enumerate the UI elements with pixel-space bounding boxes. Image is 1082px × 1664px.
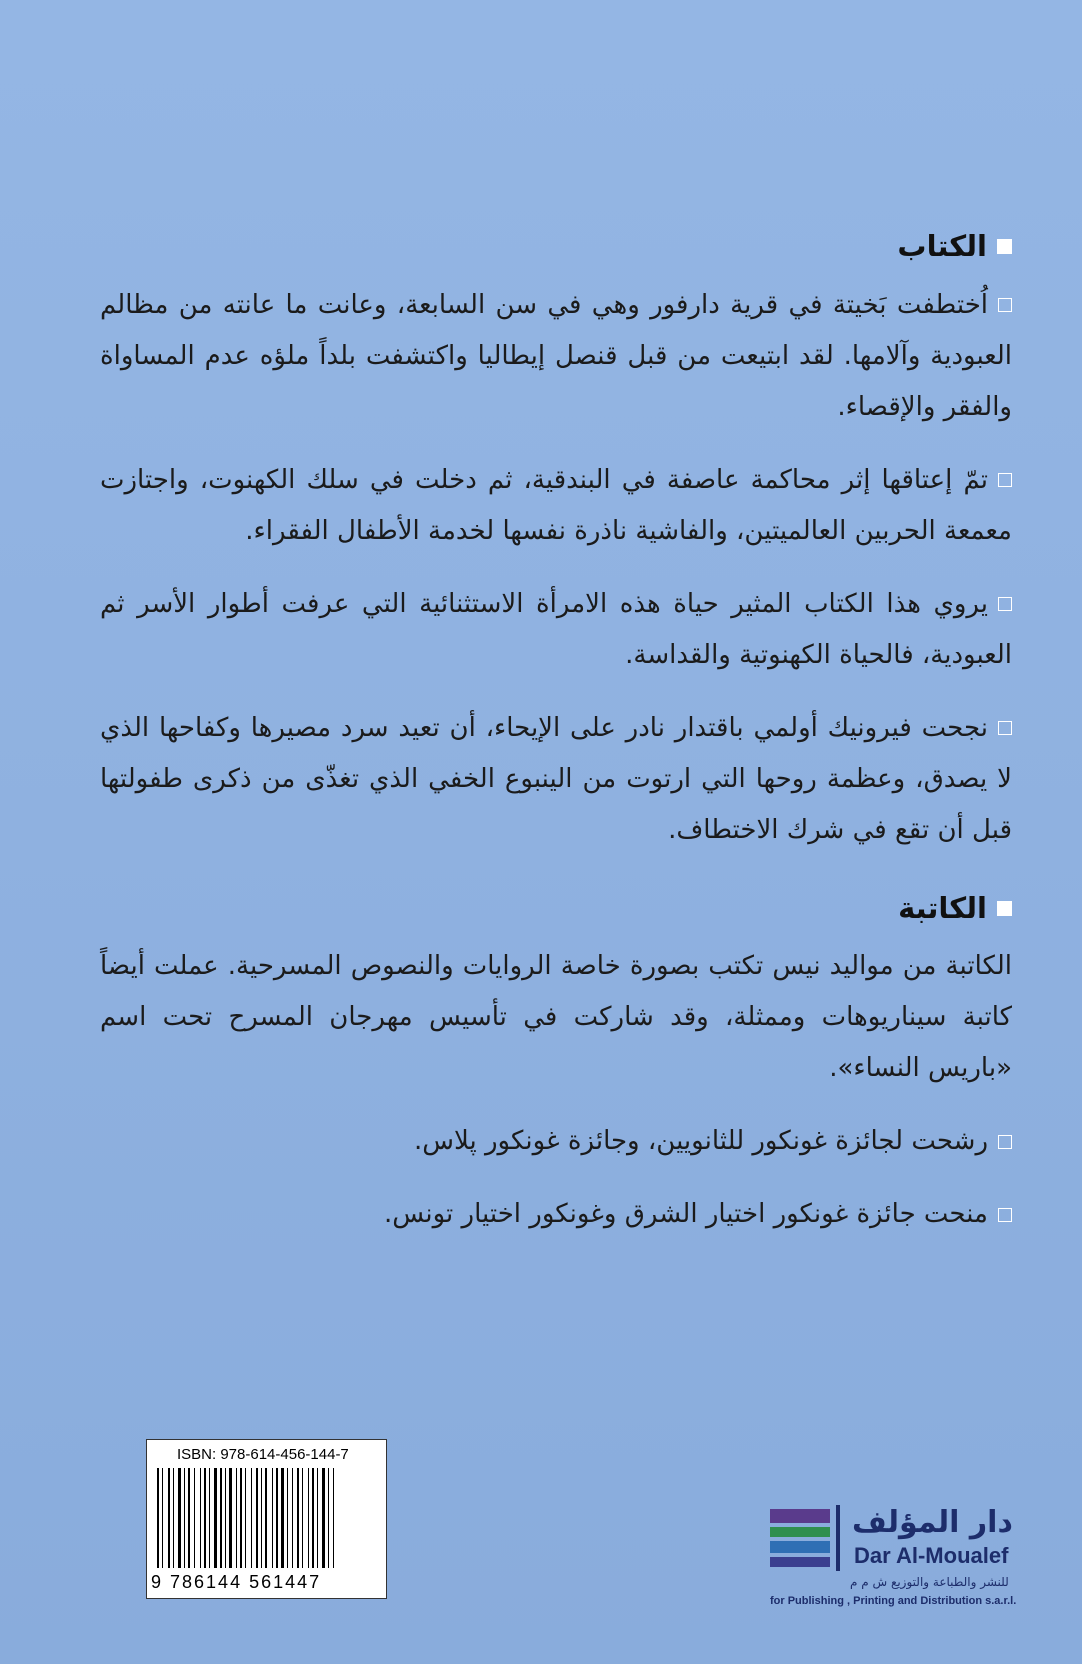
barcode-bar [157,1468,159,1568]
barcode-bar [281,1468,284,1568]
barcode-bar [292,1468,293,1568]
barcode-bar [256,1468,258,1568]
barcode-bar [240,1468,242,1568]
author-heading [100,890,1012,928]
barcode-bar [322,1468,325,1568]
publisher-tagline-ar: للنشر والطباعة والتوزيع ش م م [850,1575,1009,1589]
book-heading-text: الكتاب [897,229,987,263]
publisher-tagline-en: for Publishing , Printing and Distribution s.a.r.l. [770,1595,1017,1607]
barcode-bar [200,1468,201,1568]
barcode-bar [265,1468,267,1568]
barcode-bar [188,1468,190,1568]
author-intro: الكاتبة من مواليد نيس تكتب بصورة خاصة الروايات والنصوص المسرحية. عملت أيضاً كاتبة سيناريوهات وممثلة، وقد شاركت في تأسيس مهرجان المسرح تحت اسم «باريس النساء». [100,951,1012,1084]
barcode-bar [272,1468,273,1568]
bullet-square-icon [998,298,1012,312]
author-item: منحت جائزة غونكور اختيار الشرق وغونكور اختيار تونس. [100,1189,1012,1240]
barcode-bar [302,1468,303,1568]
barcode-bar [184,1468,185,1568]
barcode-bar [276,1468,278,1568]
barcode-bar [209,1468,210,1568]
bullet-square-icon [998,597,1012,611]
bullet-square-icon [998,473,1012,487]
publisher-name-ar: دار المؤلف [852,1505,1013,1540]
barcode-bar [312,1468,314,1568]
barcode-bar [297,1468,299,1568]
book-paragraph: اُختطفت بَخيتة في قرية دارفور وهي في سن السابعة، وعانت ما عانته من مظالم العبودية وآلامها. لقد ابتيعت من قبل قنصل إيطاليا واكتشفت بلداً ملؤه عدم المساواة والفقر والإقصاء. [100,289,1012,422]
barcode-bar [229,1468,232,1568]
author-item: رشحت لجائزة غونكور للثانويين، وجائزة غونكور پلاس. [100,1116,1012,1167]
barcode-bar [173,1468,174,1568]
barcode-bar [225,1468,226,1568]
barcode-bar [214,1468,217,1568]
barcode-bar [178,1468,181,1568]
barcode-bar [317,1468,318,1568]
publisher-books-icon [770,1505,846,1575]
author-heading-text: الكاتبة [898,890,987,925]
bullet-square-icon [998,1135,1012,1149]
book-paragraph: نجحت فيرونيك أولمي باقتدار نادر على الإيحاء، أن تعيد سرد مصيرها وكفاحها الذي لا يصدق، وعظمة روحها التي ارتوت من الينبوع الخفي الذي تغذّى من ذكرى طفولتها قبل أن تقع في شرك الاختطاف. [100,712,1012,845]
bullet-square-icon [998,1208,1012,1222]
publisher-logo [770,1505,1015,1615]
barcode-bar [287,1468,288,1568]
cover-text [100,228,1012,1262]
heading-square-icon [997,901,1012,916]
barcode-bar [168,1468,170,1568]
barcode-bar [251,1468,252,1568]
isbn-label: ISBN: 978-614-456-144-7 [177,1446,349,1463]
barcode-bar [333,1468,334,1568]
barcode-bar [236,1468,237,1568]
bullet-square-icon [998,721,1012,735]
barcode-bar [194,1468,195,1568]
barcode-bar [162,1468,163,1568]
isbn-barcode [146,1439,387,1599]
heading-square-icon [997,239,1012,254]
barcode-bar [328,1468,329,1568]
barcode-bar [308,1468,309,1568]
barcode-number: 9 786144 561447 [151,1572,322,1592]
barcode-bar [261,1468,262,1568]
book-heading [100,228,1012,266]
barcode-bar [204,1468,206,1568]
book-paragraph: يروي هذا الكتاب المثير حياة هذه الامرأة الاستثنائية التي عرفت أطوار الأسر ثم العبودية، فالحياة الكهنوتية والقداسة. [100,588,1012,670]
book-paragraph: تمّ إعتاقها إثر محاكمة عاصفة في البندقية، ثم دخلت في سلك الكهنوت، واجتازت معمعة الحربين العالميتين، والفاشية ناذرة نفسها لخدمة الأطفال الفقراء. [100,464,1012,546]
barcode-bar [220,1468,222,1568]
publisher-name-en: Dar Al-Moualef [854,1543,1009,1568]
barcode-bars [155,1468,377,1570]
barcode-bar [245,1468,246,1568]
